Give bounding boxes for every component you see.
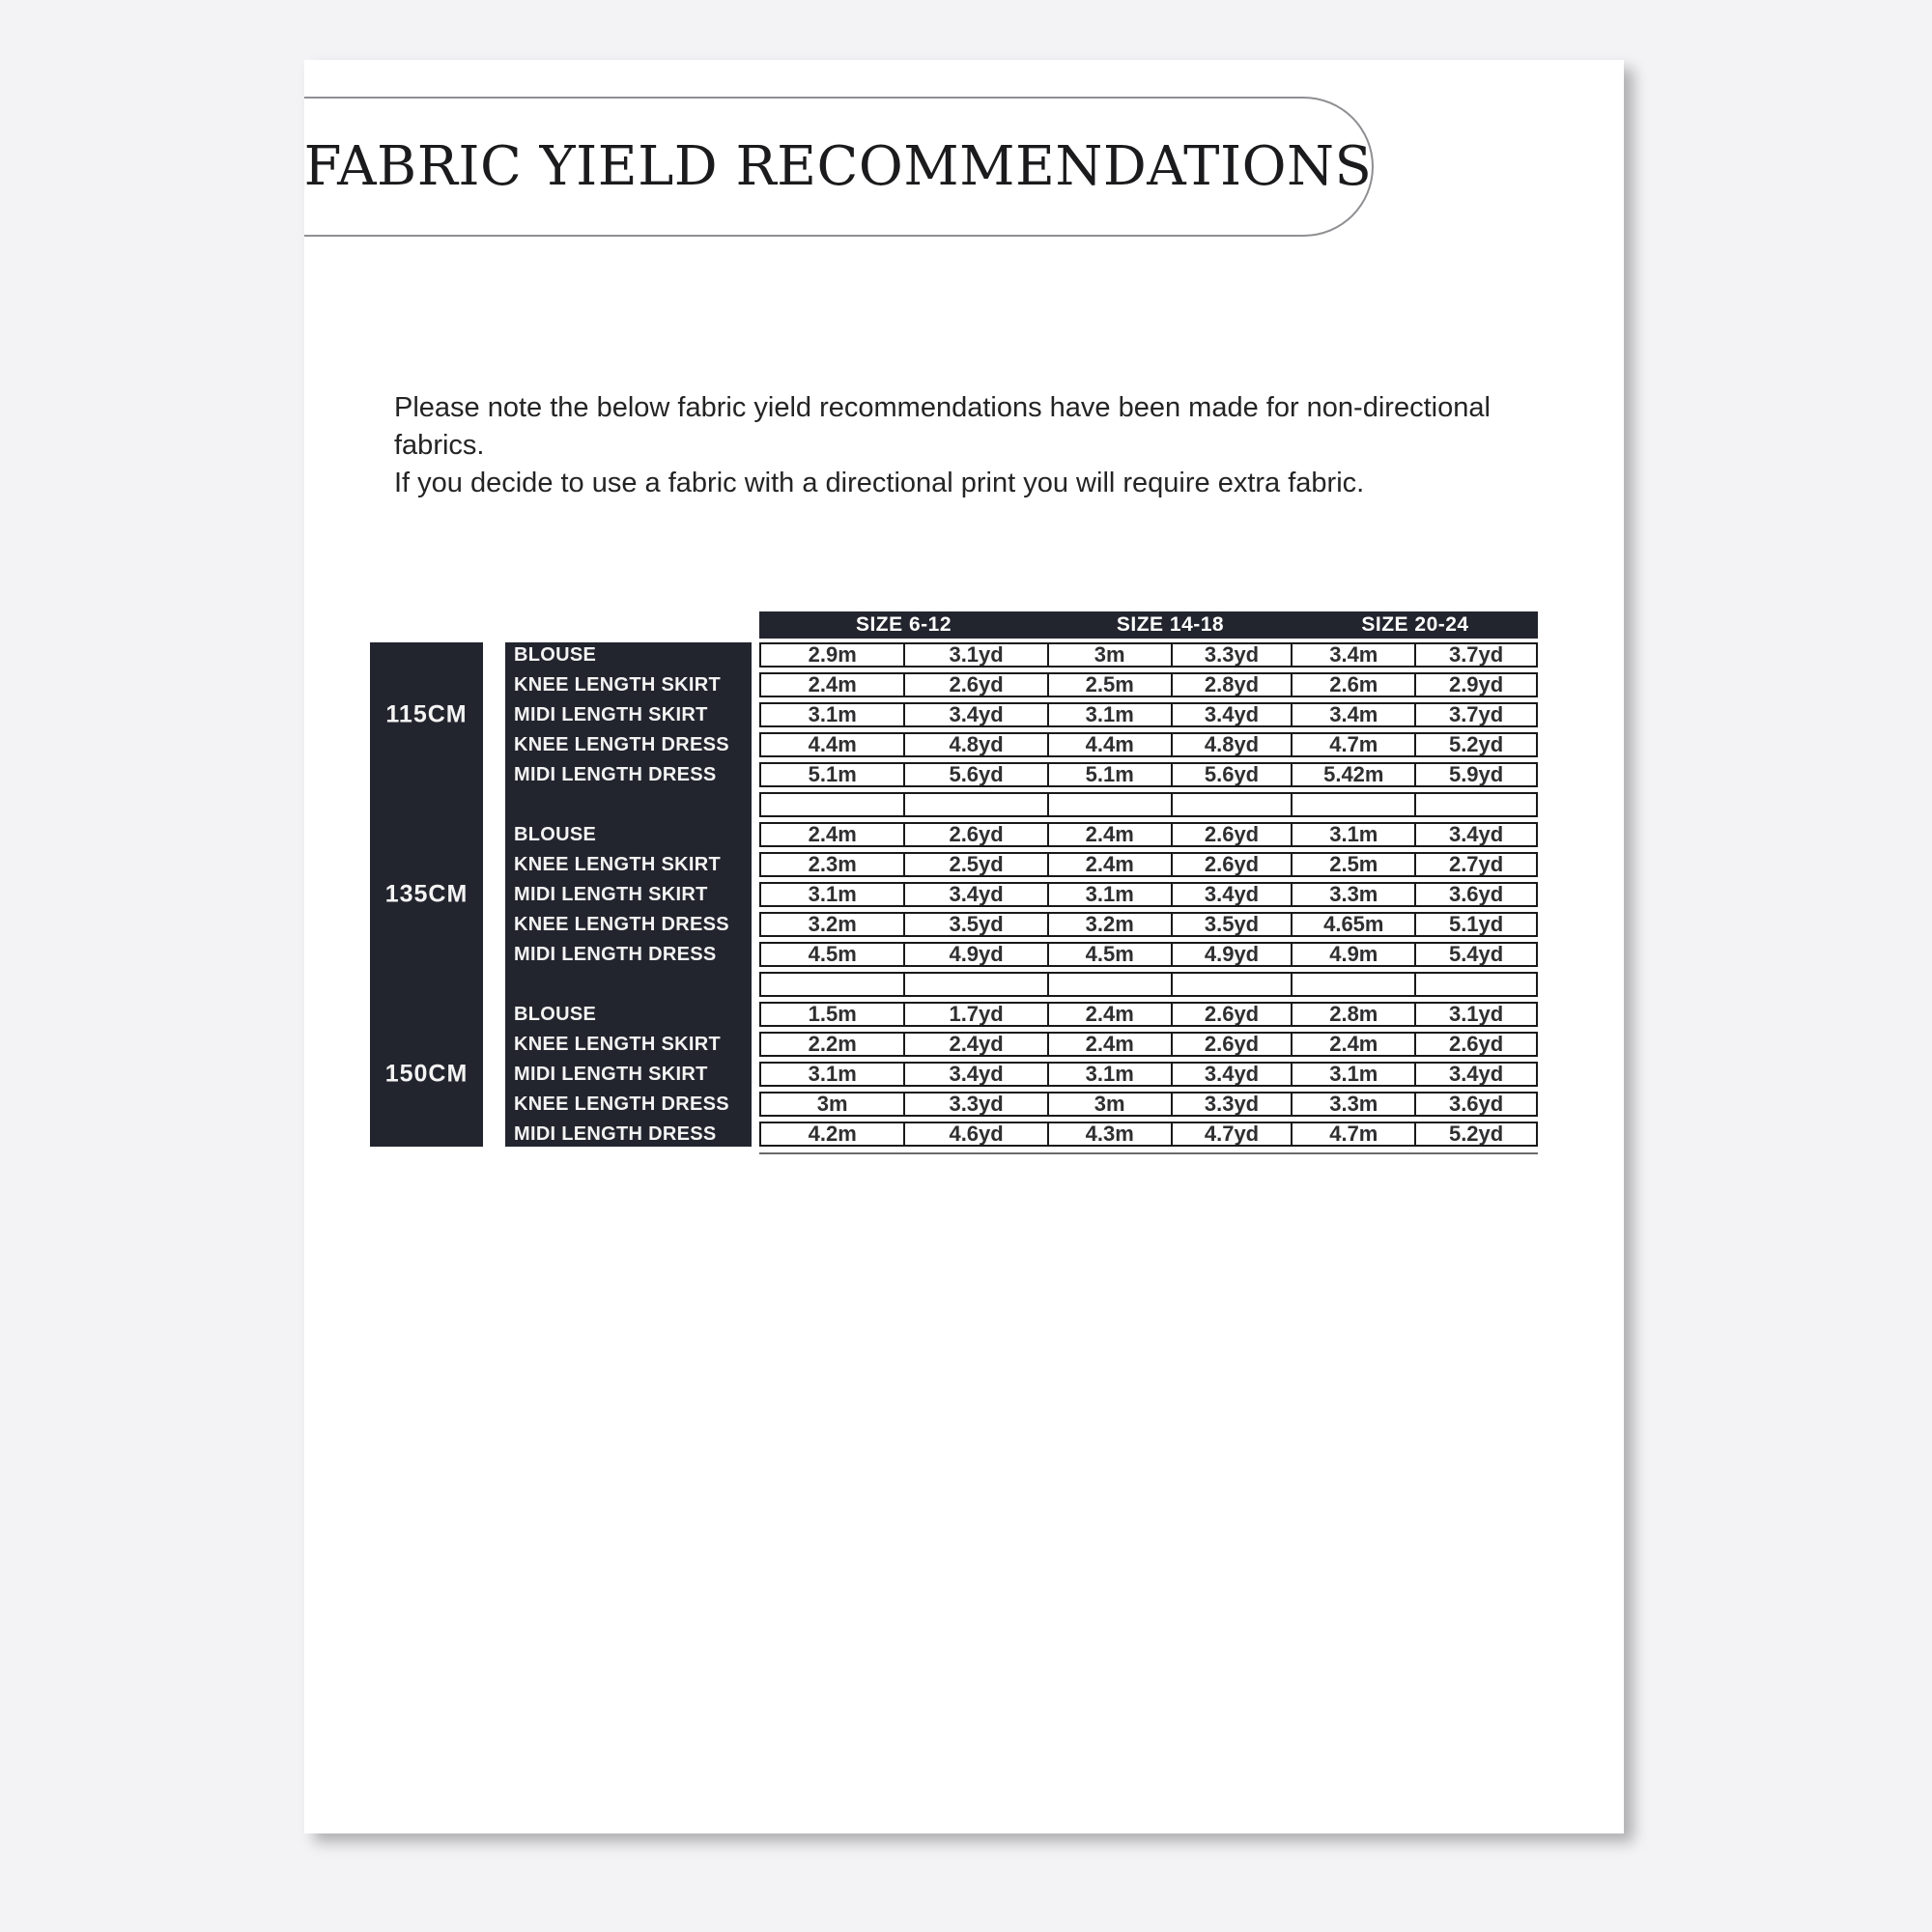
table-row [759, 912, 1538, 937]
data-cell: 3.4yd [1414, 824, 1536, 845]
data-cell: 5.6yd [903, 764, 1046, 785]
data-cell: 3m [816, 1094, 848, 1115]
garment-spacer [505, 792, 752, 817]
data-cell: 2.4m [1291, 1034, 1414, 1055]
garment-label: MIDI LENGTH DRESS [514, 944, 717, 965]
garment-label: MIDI LENGTH DRESS [514, 764, 717, 785]
data-cell: 1.5m [808, 1004, 857, 1025]
data-cell: 4.8yd [1171, 734, 1292, 755]
empty-cell [903, 794, 1046, 815]
garment-label: MIDI LENGTH SKIRT [514, 884, 708, 905]
table-bottom-rule [759, 1152, 1538, 1154]
table-row [759, 852, 1538, 877]
data-cell: 3.3m [1291, 884, 1414, 905]
intro-paragraph [394, 389, 1491, 502]
empty-cell [903, 974, 1046, 995]
intro-line: fabrics. [394, 430, 485, 461]
data-cell: 2.9yd [1414, 674, 1536, 696]
separator-row [759, 972, 1538, 997]
table-row [759, 1062, 1538, 1087]
data-cell: 4.8yd [903, 734, 1046, 755]
data-cell: 2.6yd [1171, 824, 1292, 845]
data-cell: 4.5m [808, 944, 857, 965]
data-cell: 3.6yd [1414, 1094, 1536, 1115]
data-grid [759, 642, 1538, 1147]
data-cell: 4.7m [1291, 1123, 1414, 1145]
garment-label: BLOUSE [514, 644, 597, 666]
data-cell: 2.6yd [1171, 1034, 1292, 1055]
data-cell: 3.3m [1291, 1094, 1414, 1115]
empty-cell [1291, 794, 1414, 815]
data-cell: 2.7yd [1414, 854, 1536, 875]
data-cell: 3.6yd [1414, 884, 1536, 905]
data-cell: 4.2m [808, 1123, 857, 1145]
garment-label: MIDI LENGTH DRESS [514, 1123, 717, 1145]
intro-line: Please note the below fabric yield recommendations have been made for non-directional [394, 392, 1491, 423]
empty-cell [1047, 794, 1171, 815]
data-cell: 2.8m [1291, 1004, 1414, 1025]
size-header-cell: SIZE 14-18 [1116, 613, 1225, 636]
data-cell: 3.1m [1047, 704, 1171, 725]
data-cell: 2.6yd [903, 674, 1046, 696]
intro-line: If you decide to use a fabric with a directional print you will require extra fabric. [394, 468, 1365, 498]
data-cell: 3.1m [808, 704, 857, 725]
fabric-yield-table [370, 611, 1538, 1158]
data-cell: 5.1m [808, 764, 857, 785]
data-cell: 5.2yd [1414, 734, 1536, 755]
data-cell: 4.9yd [903, 944, 1046, 965]
data-cell: 5.1m [1047, 764, 1171, 785]
data-cell: 3.4m [1291, 704, 1414, 725]
data-cell: 4.4m [808, 734, 857, 755]
empty-cell [1171, 974, 1292, 995]
data-cell: 3.4yd [1171, 704, 1292, 725]
table-row [759, 1002, 1538, 1027]
data-cell: 3.3yd [1171, 644, 1292, 666]
size-header-cell: SIZE 6-12 [855, 613, 952, 636]
data-cell: 5.42m [1291, 764, 1414, 785]
page-title: FABRIC YIELD RECOMMENDATIONS [303, 135, 1373, 198]
garment-label: BLOUSE [514, 824, 597, 845]
title-banner [304, 97, 1374, 237]
data-cell: 2.6yd [903, 824, 1046, 845]
data-cell: 2.5m [1047, 674, 1171, 696]
garment-label: MIDI LENGTH SKIRT [514, 704, 708, 725]
data-cell: 2.6yd [1171, 854, 1292, 875]
data-cell: 5.1yd [1414, 914, 1536, 935]
empty-cell [1414, 974, 1536, 995]
data-cell: 3.4m [1291, 644, 1414, 666]
garment-label: KNEE LENGTH DRESS [514, 914, 729, 935]
table-row [759, 672, 1538, 697]
data-cell: 4.4m [1047, 734, 1171, 755]
fabric-width-column [370, 642, 483, 1147]
data-cell: 3.2m [1047, 914, 1171, 935]
table-row [759, 702, 1538, 727]
data-cell: 2.4m [1047, 854, 1171, 875]
garment-label: KNEE LENGTH SKIRT [514, 854, 721, 875]
empty-cell [1171, 794, 1292, 815]
data-cell: 2.4m [808, 674, 857, 696]
garment-column [505, 642, 752, 1147]
table-row [759, 642, 1538, 668]
data-cell: 3.1m [1047, 1064, 1171, 1085]
table-row [759, 1122, 1538, 1147]
table-row [759, 1092, 1538, 1117]
data-cell: 2.8yd [1171, 674, 1292, 696]
data-cell: 3.1m [1291, 824, 1414, 845]
data-cell: 2.4yd [903, 1034, 1046, 1055]
empty-cell [1414, 794, 1536, 815]
fabric-width-label: 115CM [385, 700, 468, 728]
data-cell: 4.9yd [1171, 944, 1292, 965]
data-cell: 2.6yd [1171, 1004, 1292, 1025]
data-cell: 2.4m [1047, 1034, 1171, 1055]
data-cell: 4.65m [1291, 914, 1414, 935]
data-cell: 3.3yd [903, 1094, 1046, 1115]
data-cell: 2.9m [808, 644, 857, 666]
data-cell: 3.4yd [1171, 1064, 1292, 1085]
data-cell: 3m [1047, 1094, 1171, 1115]
table-row [759, 1032, 1538, 1057]
empty-cell [761, 794, 903, 815]
garment-label: MIDI LENGTH SKIRT [514, 1064, 708, 1085]
data-cell: 3.4yd [903, 884, 1046, 905]
empty-cell [1291, 974, 1414, 995]
data-cell: 4.7yd [1171, 1123, 1292, 1145]
data-cell: 3.7yd [1414, 644, 1536, 666]
table-row [759, 822, 1538, 847]
data-cell: 3.1m [808, 1064, 857, 1085]
data-cell: 5.4yd [1414, 944, 1536, 965]
document-page [304, 60, 1624, 1833]
data-cell: 2.4m [1047, 824, 1171, 845]
empty-cell [761, 974, 903, 995]
garment-label: KNEE LENGTH SKIRT [514, 674, 721, 696]
data-cell: 4.5m [1047, 944, 1171, 965]
data-cell: 3.1m [1291, 1064, 1414, 1085]
data-cell: 3.7yd [1414, 704, 1536, 725]
size-header-row [759, 611, 1538, 639]
garment-spacer [505, 972, 752, 997]
data-cell: 2.5yd [903, 854, 1046, 875]
data-cell: 3.2m [808, 914, 857, 935]
data-cell: 2.3m [808, 854, 857, 875]
empty-cell [1047, 974, 1171, 995]
table-row [759, 942, 1538, 967]
data-cell: 3.4yd [903, 704, 1046, 725]
data-cell: 3.4yd [1171, 884, 1292, 905]
data-cell: 4.7m [1291, 734, 1414, 755]
table-row [759, 732, 1538, 757]
data-cell: 4.9m [1291, 944, 1414, 965]
garment-label: KNEE LENGTH SKIRT [514, 1034, 721, 1055]
separator-row [759, 792, 1538, 817]
data-cell: 4.6yd [903, 1123, 1046, 1145]
garment-label: KNEE LENGTH DRESS [514, 1094, 729, 1115]
garment-label: BLOUSE [514, 1004, 597, 1025]
data-cell: 2.4m [808, 824, 857, 845]
data-cell: 3.4yd [903, 1064, 1046, 1085]
data-cell: 2.5m [1291, 854, 1414, 875]
data-cell: 3m [1047, 644, 1171, 666]
data-cell: 2.4m [1047, 1004, 1171, 1025]
data-cell: 2.6m [1291, 674, 1414, 696]
garment-label: KNEE LENGTH DRESS [514, 734, 729, 755]
size-header-cell: SIZE 20-24 [1361, 613, 1469, 636]
data-cell: 3.1yd [1414, 1004, 1536, 1025]
data-cell: 5.6yd [1171, 764, 1292, 785]
data-cell: 3.5yd [1171, 914, 1292, 935]
table-row [759, 882, 1538, 907]
data-cell: 4.3m [1047, 1123, 1171, 1145]
data-cell: 5.9yd [1414, 764, 1536, 785]
data-cell: 3.1m [1047, 884, 1171, 905]
data-cell: 3.3yd [1171, 1094, 1292, 1115]
data-cell: 3.5yd [903, 914, 1046, 935]
table-row [759, 762, 1538, 787]
fabric-width-label: 135CM [384, 880, 469, 908]
fabric-width-label: 150CM [384, 1060, 469, 1088]
data-cell: 2.6yd [1414, 1034, 1536, 1055]
data-cell: 2.2m [808, 1034, 857, 1055]
data-cell: 3.1yd [903, 644, 1046, 666]
data-cell: 3.4yd [1414, 1064, 1536, 1085]
data-cell: 3.1m [808, 884, 857, 905]
data-cell: 5.2yd [1414, 1123, 1536, 1145]
data-cell: 1.7yd [903, 1004, 1046, 1025]
